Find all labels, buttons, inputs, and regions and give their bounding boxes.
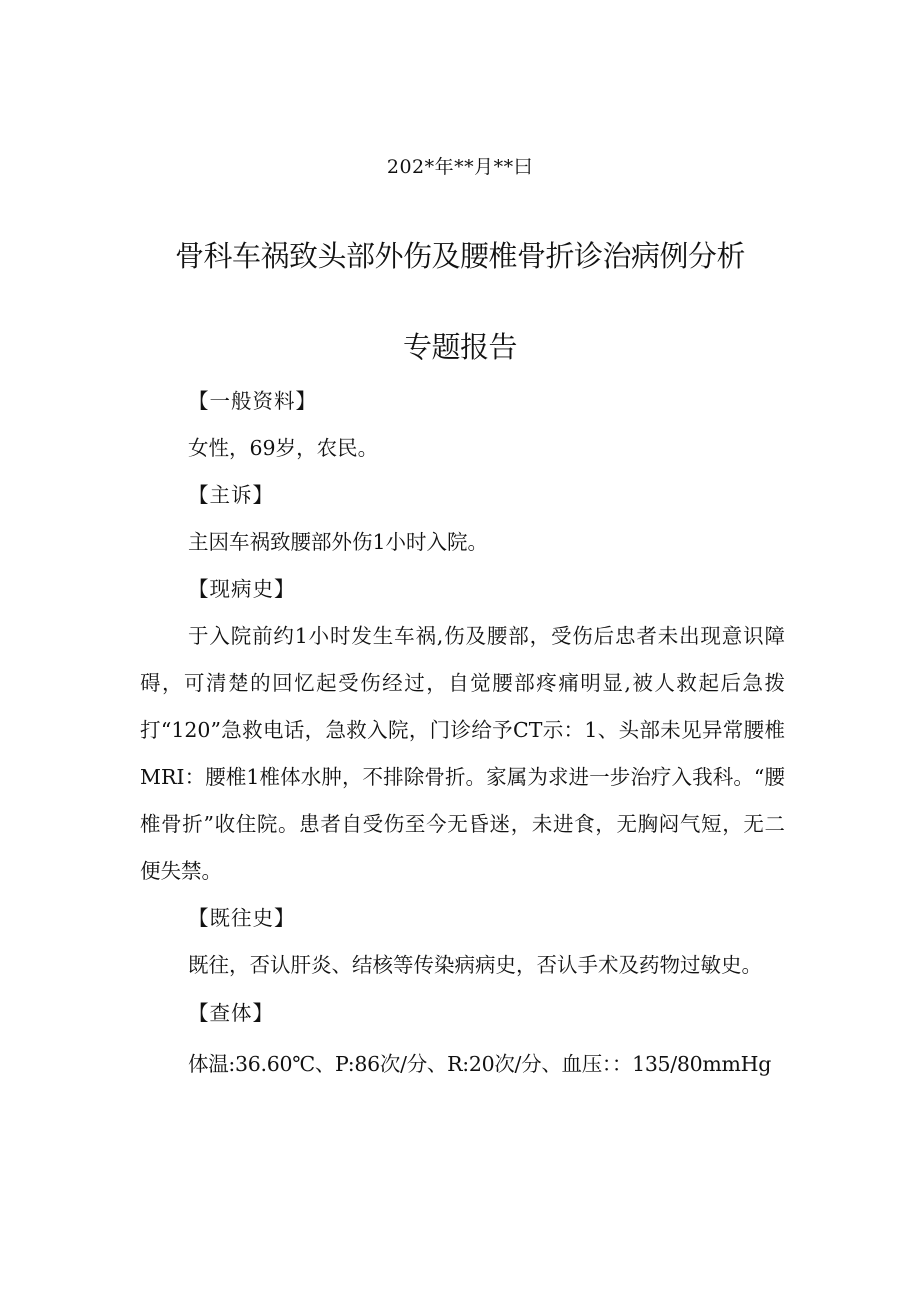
section-text-general: 女性，69岁，农民。 (188, 436, 379, 460)
section-text-present-history: 于入院前约1小时发生车祸,伤及腰部，受伤后忠者未出现意识障碍，可清楚的回忆起受伤经过，自觉腰部疼痛明显,被人救起后急拨打“120”急救电话，急救入院，门诊给予CT示：1、头部未见异常腰椎MRI：腰椎1椎体水肿，不排除骨折。家属为求进一步治疗入我科。“腰椎骨折”收住院。患者自受伤至今无昏迷，未进食，无胸闷气短，无二便失禁。 (140, 624, 785, 883)
section-heading-present-history: 【现病史】 (188, 577, 296, 601)
document-title: 骨科车祸致头部外伤及腰椎骨折诊治病例分析 (174, 239, 745, 273)
section-heading-general: 【一般资料】 (188, 389, 317, 413)
document-date: 202*年**月**曰 (386, 156, 534, 178)
section-heading-complaint: 【主诉】 (188, 483, 274, 507)
section-heading-past-history: 【既往史】 (188, 906, 296, 930)
section-text-exam: 体温:36.60℃、P:86次/分、R:20次/分、血压：：135/80mmHg (188, 1052, 772, 1076)
document-body (140, 378, 785, 1088)
document-subtitle: 专题报告 (402, 330, 517, 364)
section-heading-exam: 【查体】 (188, 1001, 274, 1025)
section-text-complaint: 主因车祸致腰部外伤1小时入院。 (188, 530, 489, 554)
section-text-past-history: 既往，否认肝炎、结核等传染病病史，否认手术及药物过敏史。 (188, 953, 762, 977)
